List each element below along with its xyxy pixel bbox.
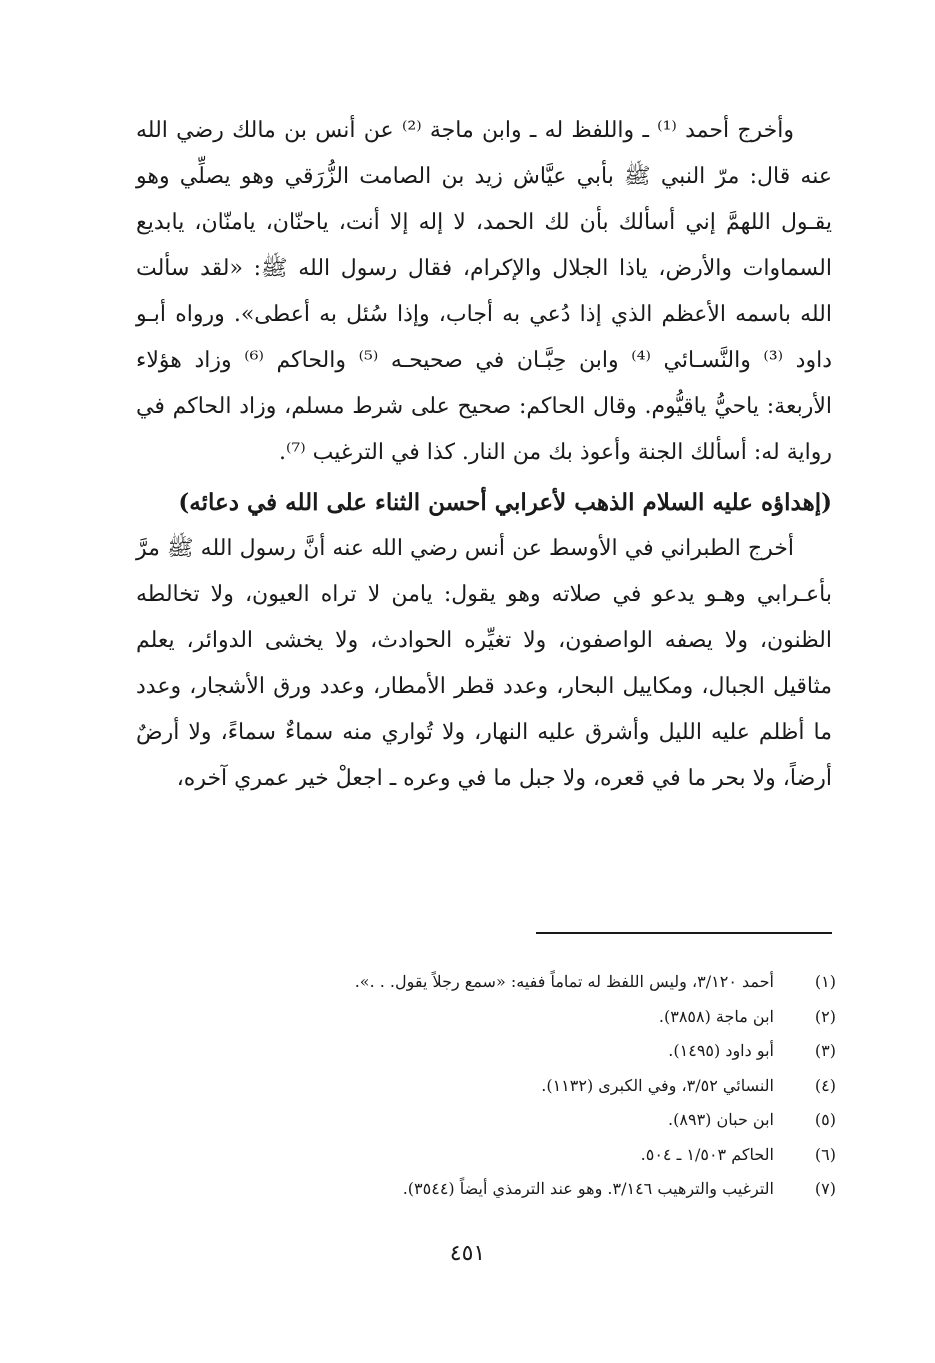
footnote-text: أحمد ٣/١٢٠، وليس اللفظ له تماماً ففيه: «سمع رجلاً يقول. . .». — [354, 972, 774, 991]
footnotes-list — [136, 965, 836, 1207]
footnote-number: (١) — [814, 972, 836, 991]
footnote-text: الترغيب والترهيب ٣/١٤٦. وهو عند الترمذي أيضاً (٣٥٤٤). — [402, 1179, 774, 1198]
footnote — [136, 1172, 836, 1207]
footnote — [136, 1138, 836, 1173]
footnote-text: الحاكم ١/٥٠٣ ـ ٥٠٤. — [640, 1144, 774, 1164]
footnote — [136, 1034, 836, 1069]
page-number: ٤٥١ — [449, 1241, 486, 1266]
footnote-text: ابن حبان (٨٩٣). — [668, 1110, 774, 1129]
footnote-number: (٤) — [814, 1075, 836, 1095]
footnote — [136, 1069, 836, 1104]
section-heading: (إهداؤه عليه السلام الذهب لأعرابي أحسن الثناء على الله في دعائه) — [178, 489, 832, 516]
paragraph-bedouin-prayer: أخرج الطبراني في الأوسط عن أنس رضي الله عنه أنَّ رسول الله ﷺ مرَّ بأعـرابي وهـو يدعو في صلاته وهو يقول: يامن لا تراه العيون، ولا تخالطه الظنون، ولا يصفه الواصفون، ولا تغيِّره الحوادث، ولا يخشى الدوائر، يعلم مثاقيل الجبال، ومكاييل البحار، وعدد قطر الأمطار، وعدد ورق الأشجار، وعدد ما أظلم عليه الليل وأشرق عليه النهار، ولا تُواري منه سماءٌ سماءً، ولا أرضٌ أرضاً، ولا بحر ما في قعره، ولا جبل ما في وعره ـ اجعلْ خير عمري آخره، — [136, 536, 832, 791]
footnote-number: (٧) — [814, 1179, 836, 1198]
footnote — [136, 1103, 836, 1138]
footnote — [136, 965, 836, 1000]
footnote-number: (٦) — [814, 1144, 836, 1164]
footnote-separator — [536, 932, 832, 934]
footnote — [136, 1000, 836, 1035]
footnote-text: أبو داود (١٤٩٥). — [668, 1041, 774, 1060]
footnote-number: (٣) — [814, 1041, 836, 1060]
footnote-text: النسائي ٣/٥٢، وفي الكبرى (١١٣٢). — [541, 1075, 774, 1095]
footnote-number: (٢) — [814, 1006, 836, 1026]
paragraph-hadith-anas: وأخرج أحمد ⁽¹⁾ ـ واللفظ له ـ وابن ماجة ⁽²⁾ عن أنس بن مالك رضي الله عنه قال: مرّ النبي ﷺ بأبي عيَّاش زيد بن الصامت الزُّرَقي وهو يصلِّي وهو يقـول اللهمَّ إني أسألك بأن لك الحمد، لا إله إلا أنت، ياحنّان، يامنّان، يابديع السماوات والأرض، ياذا الجلال والإكرام، فقال رسول الله ﷺ: «لقد سألت الله باسمه الأعظم الذي إذا دُعي به أجاب، وإذا سُئل به أعطى». ورواه أبـو داود ⁽³⁾ والنَّسـائي ⁽⁴⁾ وابن حِبَّـان في صحيحـه ⁽⁵⁾ والحاكم ⁽⁶⁾ وزاد هؤلاء الأربعة: ياحيُّ ياقيُّوم. وقال الحاكم: صحيح على شرط مسلم، وزاد الحاكم في رواية له: أسألك الجنة وأعوذ بك من النار. كذا في الترغيب ⁽⁷⁾. — [136, 118, 833, 465]
footnote-number: (٥) — [814, 1110, 836, 1129]
footnote-text: ابن ماجة (٣٨٥٨). — [658, 1006, 774, 1026]
